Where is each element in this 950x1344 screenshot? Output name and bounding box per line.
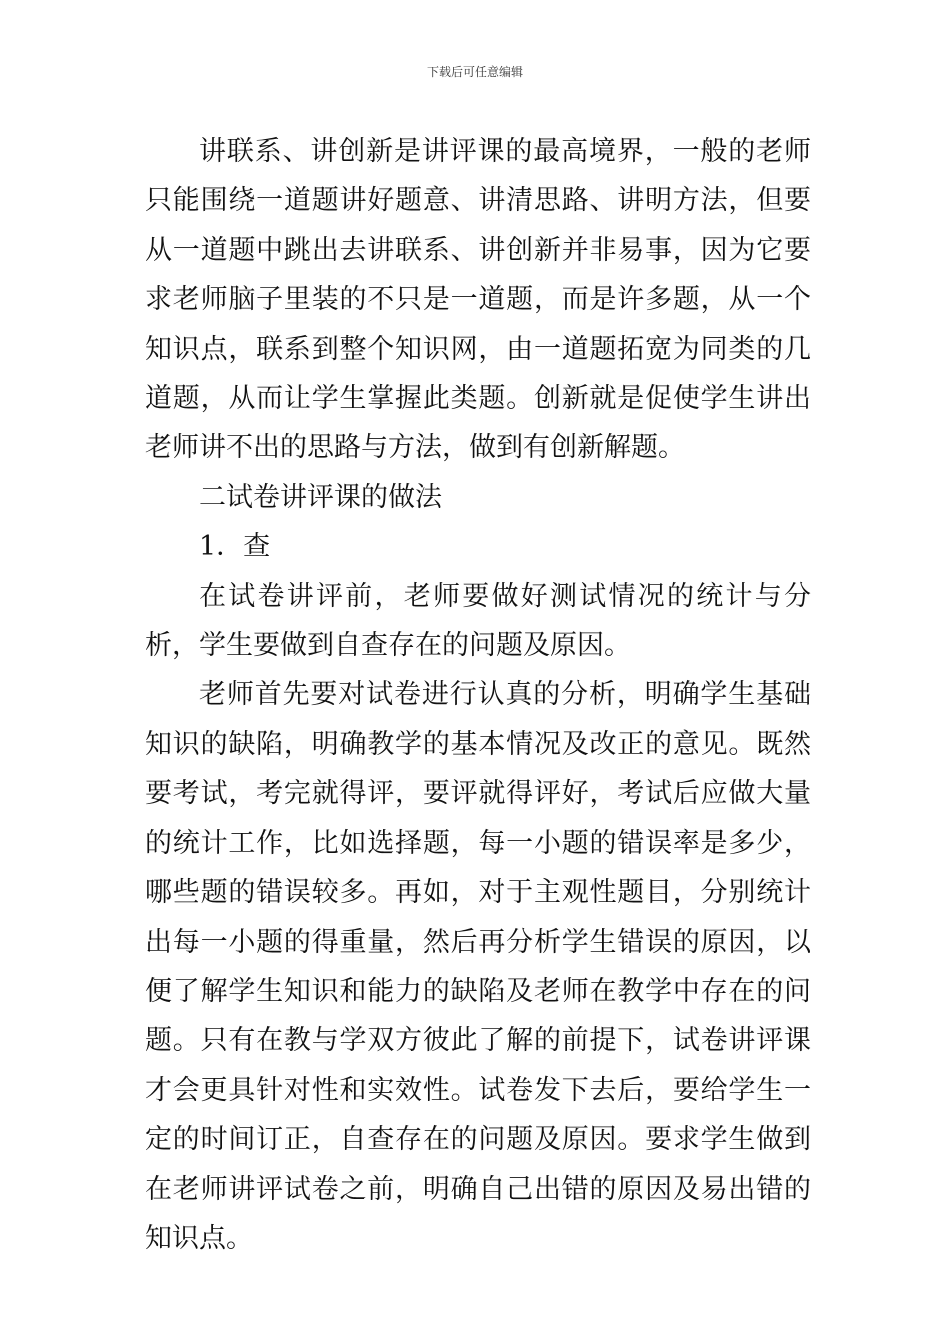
paragraph-teacher-analysis: 老师首先要对试卷进行认真的分析，明确学生基础知识的缺陷，明确教学的基本情况及改正的意见。既然要考试，考完就得评，要评就得评好，考试后应做大量的统计工作，比如选择题，每一小题的错误率是多少，哪些题的错误较多。再如，对于主观性题目，分别统计出每一小题的得重量，然后再分析学生错误的原因，以便了解学生知识和能力的缺陷及老师在教学中存在的问题。只有在教与学双方彼此了解的前提下，试卷讲评课才会更具针对性和实效性。试卷发下去后，要给学生一定的时间订正，自查存在的问题及原因。要求学生做到在老师讲评试卷之前，明确自己出错的原因及易出错的知识点。 [145,679,811,1254]
page-header: 下载后可任意编辑 [426,65,523,79]
paragraph-before-review: 在试卷讲评前，老师要做好测试情况的统计与分析，学生要做到自查存在的问题及原因。 [145,580,811,662]
paragraph-linking-innovation: 讲联系、讲创新是讲评课的最高境界，一般的老师只能围绕一道题讲好题意、讲清思路、讲明方法，但要从一道题中跳出去讲联系、讲创新并非易事，因为它要求老师脑子里装的不只是一道题，而是许多题，从一个知识点，联系到整个知识网，由一道题拓宽为同类的几道题，从而让学生掌握此类题。创新就是促使学生讲出老师讲不出的思路与方法，做到有创新解题。 [145,136,811,464]
document-body [145,127,811,1263]
subheading-check: 1．查 [199,531,271,563]
section-heading-methods: 二试卷讲评课的做法 [199,481,442,513]
